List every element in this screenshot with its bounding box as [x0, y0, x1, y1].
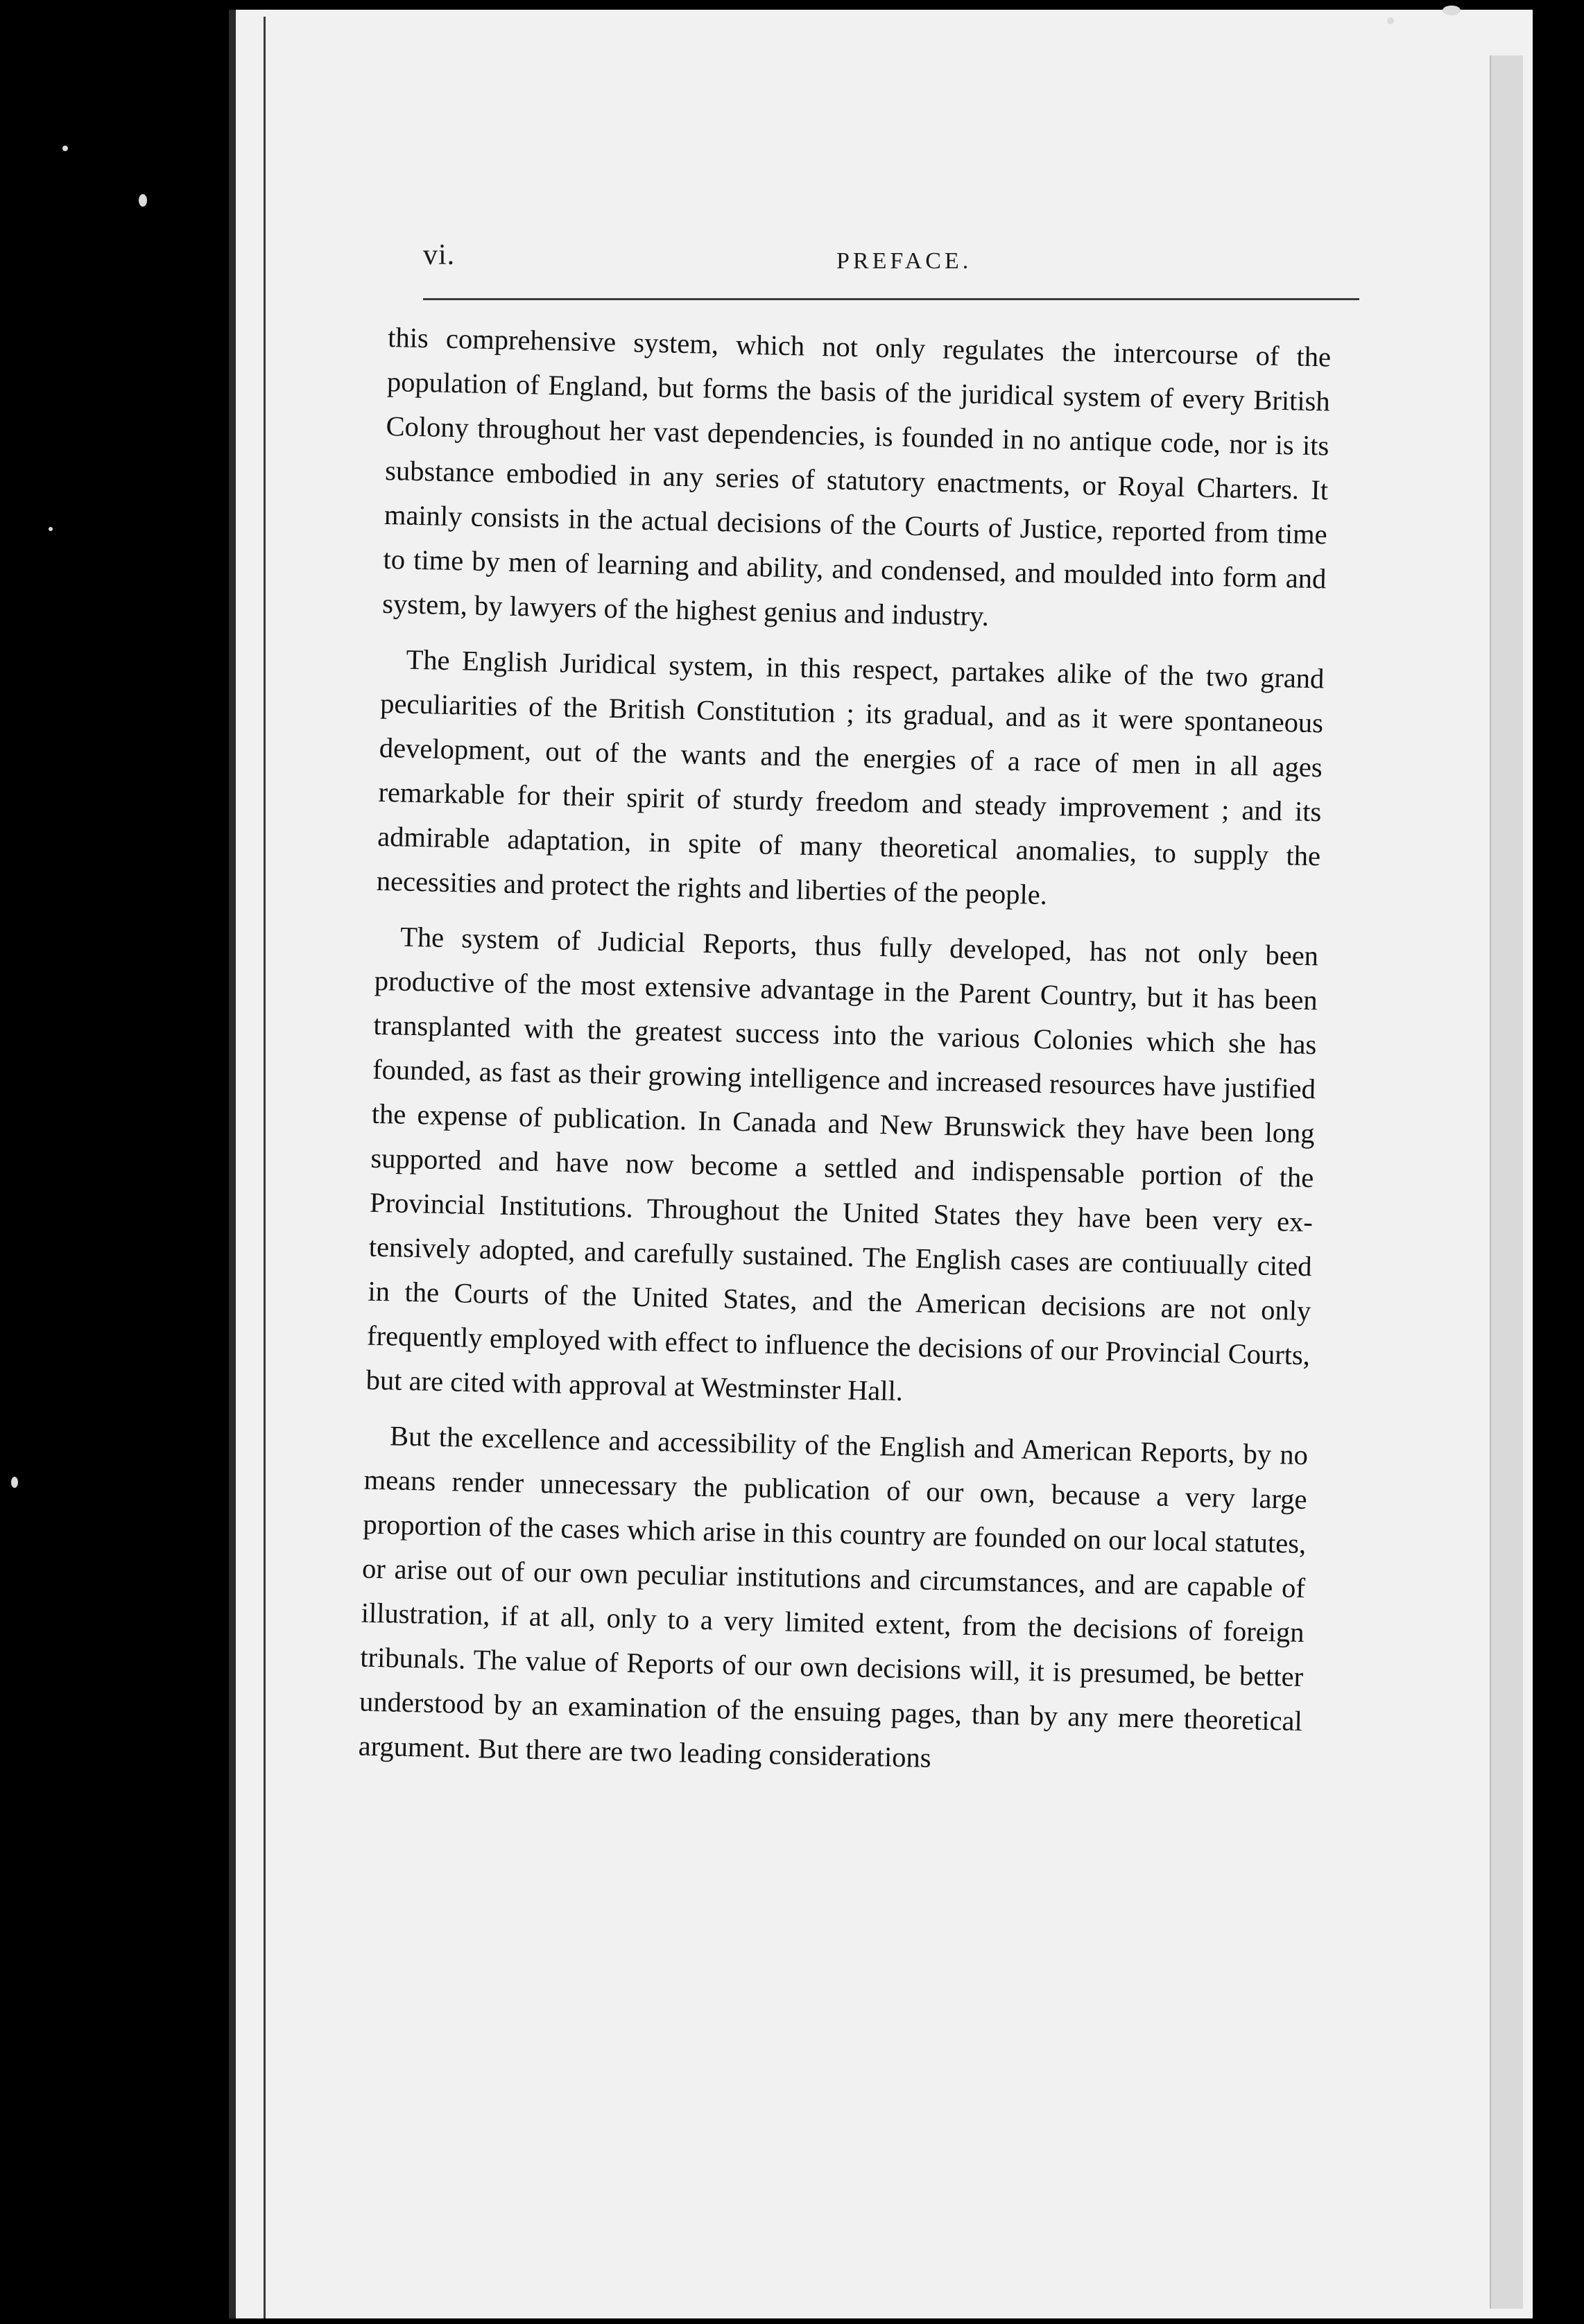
scan-speck — [62, 146, 68, 151]
paragraph-3: The system of Judicial Reports, thus fully developed, has not only been productive of the most extensive advantage in the Parent Country, but it has been transplanted with the greatest success into the various Colonies which she has founded, as fast as their growing intelligence and increased resources have justified the expense of publication. In Canada and New Brunswick they have been long supported and have now become a settled and indispensable portion of the Provincial Institutions. Throughout the United States they have been very extensively adopted, and carefully sustained. The English cases are contiuually cited in the Courts of the United States, and the American decisions are not only frequently employed with effect to influence the decisions of our Provincial Courts, but are cited with approval at Westminster Hall. — [365, 921, 1319, 1407]
page-gutter-line — [264, 17, 266, 2318]
paragraph-2: The English Juridical system, in this respect, partakes alike of the two grand peculiarities of the British Constitution ; its gradual, and as it were spontaneous development, out of the wants and the energies of a race of men in all ages remarkable for their spirit of sturdy freedom and steady improvement ; and its admirable adaptation, in spite of many theoretical anomalies, to supply the necessities and protect the rights and liberties of the people. — [376, 643, 1325, 911]
header-rule — [423, 298, 1359, 300]
scan-speck — [11, 1477, 18, 1488]
paragraph-4: But the excellence and accessibility of the English and American Reports, by no means render unnecessary the publication of our own, because a very large proportion of the cases which arise in this country are founded on our local statutes, or arise out of our own peculiar institutions and circumstances, and are capable of illustration, if at all, only to a very limited extent, from the decisions of foreign tribunals. The value of Reports of our own decisions will, it is presumed, be better understood by an examination of the ensuing pages, than by any mere theoretical argument. But there are two leading considerations — [358, 1420, 1309, 1774]
scan-speck — [1387, 17, 1394, 24]
page-number: vi. — [423, 239, 456, 271]
running-head: PREFACE. — [836, 248, 972, 274]
page-fore-edge — [1490, 55, 1523, 2309]
scan-speck — [139, 194, 147, 207]
body-text — [352, 315, 1332, 2068]
page-header — [423, 239, 1366, 294]
scan-speck — [1443, 6, 1461, 15]
paragraph-1: this comprehensive system, which not only regulates the intercourse of the population of England, but forms the basis of the juridical system of every British Colony throughout her vast dependencies, is founded in no antique code, nor is its substance embodied in any series of statutory enactments, or Royal Charters. It mainly consists in the actual decisions of the Courts of Justice, reported from time to time by men of learning and ability, and condensed, and moulded into form and system, by lawyers of the highest genius and industry. — [381, 321, 1332, 632]
scan-speck — [49, 527, 53, 531]
